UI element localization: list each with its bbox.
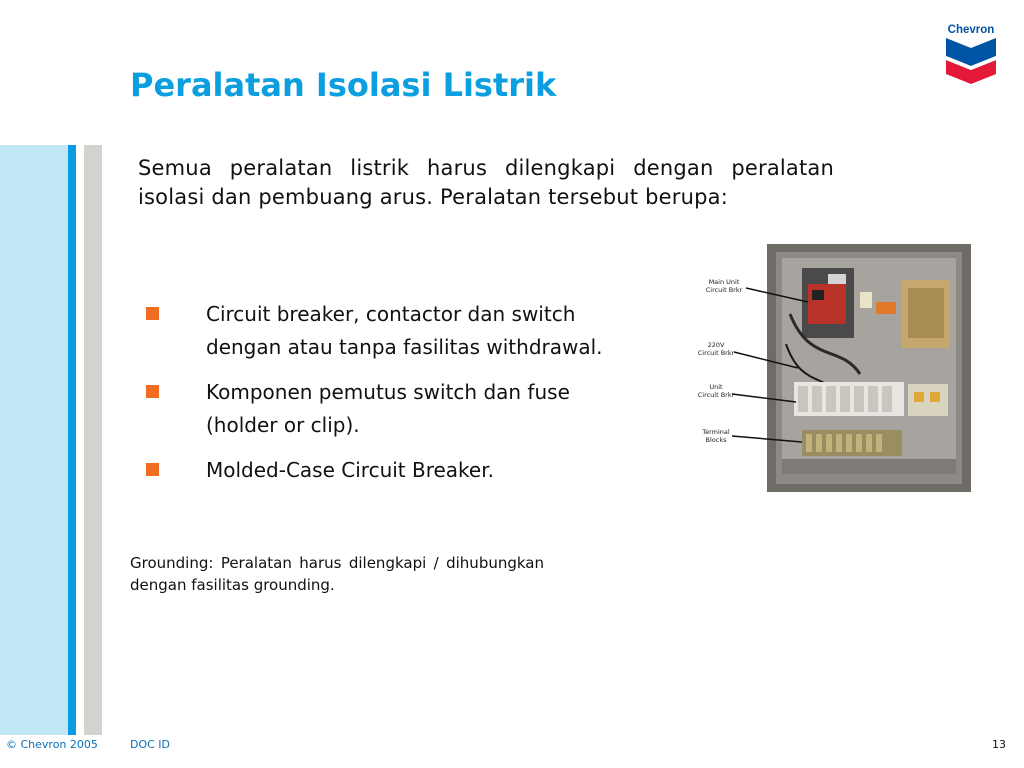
footer-copyright: © Chevron 2005 xyxy=(6,738,98,751)
slide-title: Peralatan Isolasi Listrik xyxy=(130,66,557,104)
photo-label-terminal: Terminal Blocks xyxy=(702,428,730,444)
square-bullet-icon xyxy=(146,385,159,398)
list-item xyxy=(142,376,672,442)
panel-photo-figure xyxy=(690,244,974,500)
chevron-logo xyxy=(942,22,1000,84)
footer-doc-id: DOC ID xyxy=(130,738,171,751)
bullet-line-2: (holder or clip). xyxy=(206,413,360,437)
list-item xyxy=(142,298,672,364)
bullet-list xyxy=(142,298,672,499)
bullet-line-1: Komponen pemutus switch dan fuse xyxy=(206,380,570,404)
left-decor-bar-light xyxy=(0,145,68,735)
square-bullet-icon xyxy=(146,307,159,320)
footer-page-number: 13 xyxy=(992,738,1006,751)
square-bullet-icon xyxy=(146,463,159,476)
photo-label-unit: Unit Circuit Brkr xyxy=(697,383,735,399)
photo-label-220v: 220V Circuit Brkr xyxy=(697,341,735,357)
panel-photo xyxy=(690,244,974,500)
photo-label-main-unit: Main Unit Circuit Brkr xyxy=(705,278,743,294)
bullet-line-2: dengan atau tanpa fasilitas withdrawal. xyxy=(206,335,603,359)
chevron-logo-text: Chevron xyxy=(947,24,995,36)
bullet-line-1: Circuit breaker, contactor dan switch xyxy=(206,302,576,326)
left-decor-bar-gray xyxy=(84,145,102,735)
intro-paragraph: Semua peralatan listrik harus dilengkapi dengan peralatan isolasi dan pembuang arus. Peralatan tersebut berupa: xyxy=(138,156,834,209)
list-item xyxy=(142,454,672,487)
grounding-note: Grounding: Peralatan harus dilengkapi / dihubungkan dengan fasilitas grounding. xyxy=(130,554,544,594)
bullet-line-1: Molded-Case Circuit Breaker. xyxy=(206,458,494,482)
left-decor-bar-blue xyxy=(68,145,76,735)
